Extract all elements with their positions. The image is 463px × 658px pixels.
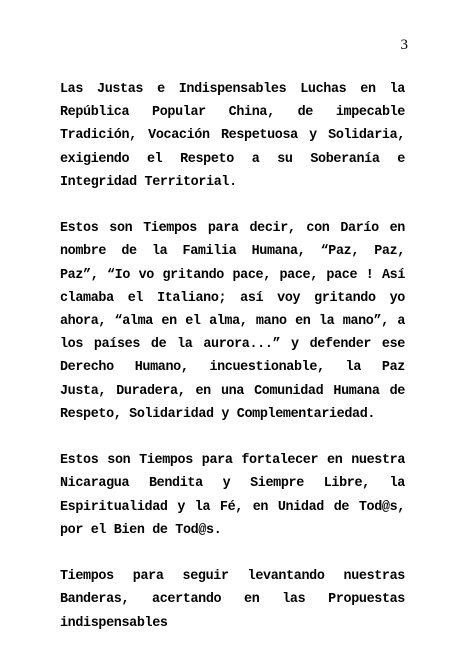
paragraph-china: Las Justas e Indispensables Luchas en la República Popular China, de impecable Tradición, Vocación Respetuosa y Solidaria, exigiendo el Respeto a su Soberanía e Integridad Territorial. xyxy=(60,82,405,190)
paragraph-paz: Estos son Tiempos para decir, con Darío en nombre de la Familia Humana, “Paz, Paz, Paz”, “Io vo gritando pace, pace, pace ! Así clamaba el Italiano; así voy gritando yo ahora, “alma en el alma, mano en la mano”, a los países de la aurora...” y defender ese Derecho Humano, incuestionable, la Paz Justa, Duradera, en una Comunidad Humana de Respeto, Solidaridad y Complementariedad. xyxy=(60,221,405,422)
paragraph-nicaragua: Estos son Tiempos para fortalecer en nuestra Nicaragua Bendita y Siempre Libre, la Espiritualidad y la Fé, en Unidad de Tod@s, por el Bien de Tod@s. xyxy=(60,453,405,538)
paragraph-banderas: Tiempos para seguir levantando nuestras Banderas, acertando en las Propuestas indispensables xyxy=(60,569,405,631)
document-body xyxy=(60,78,405,658)
page-number: 3 xyxy=(400,37,408,53)
